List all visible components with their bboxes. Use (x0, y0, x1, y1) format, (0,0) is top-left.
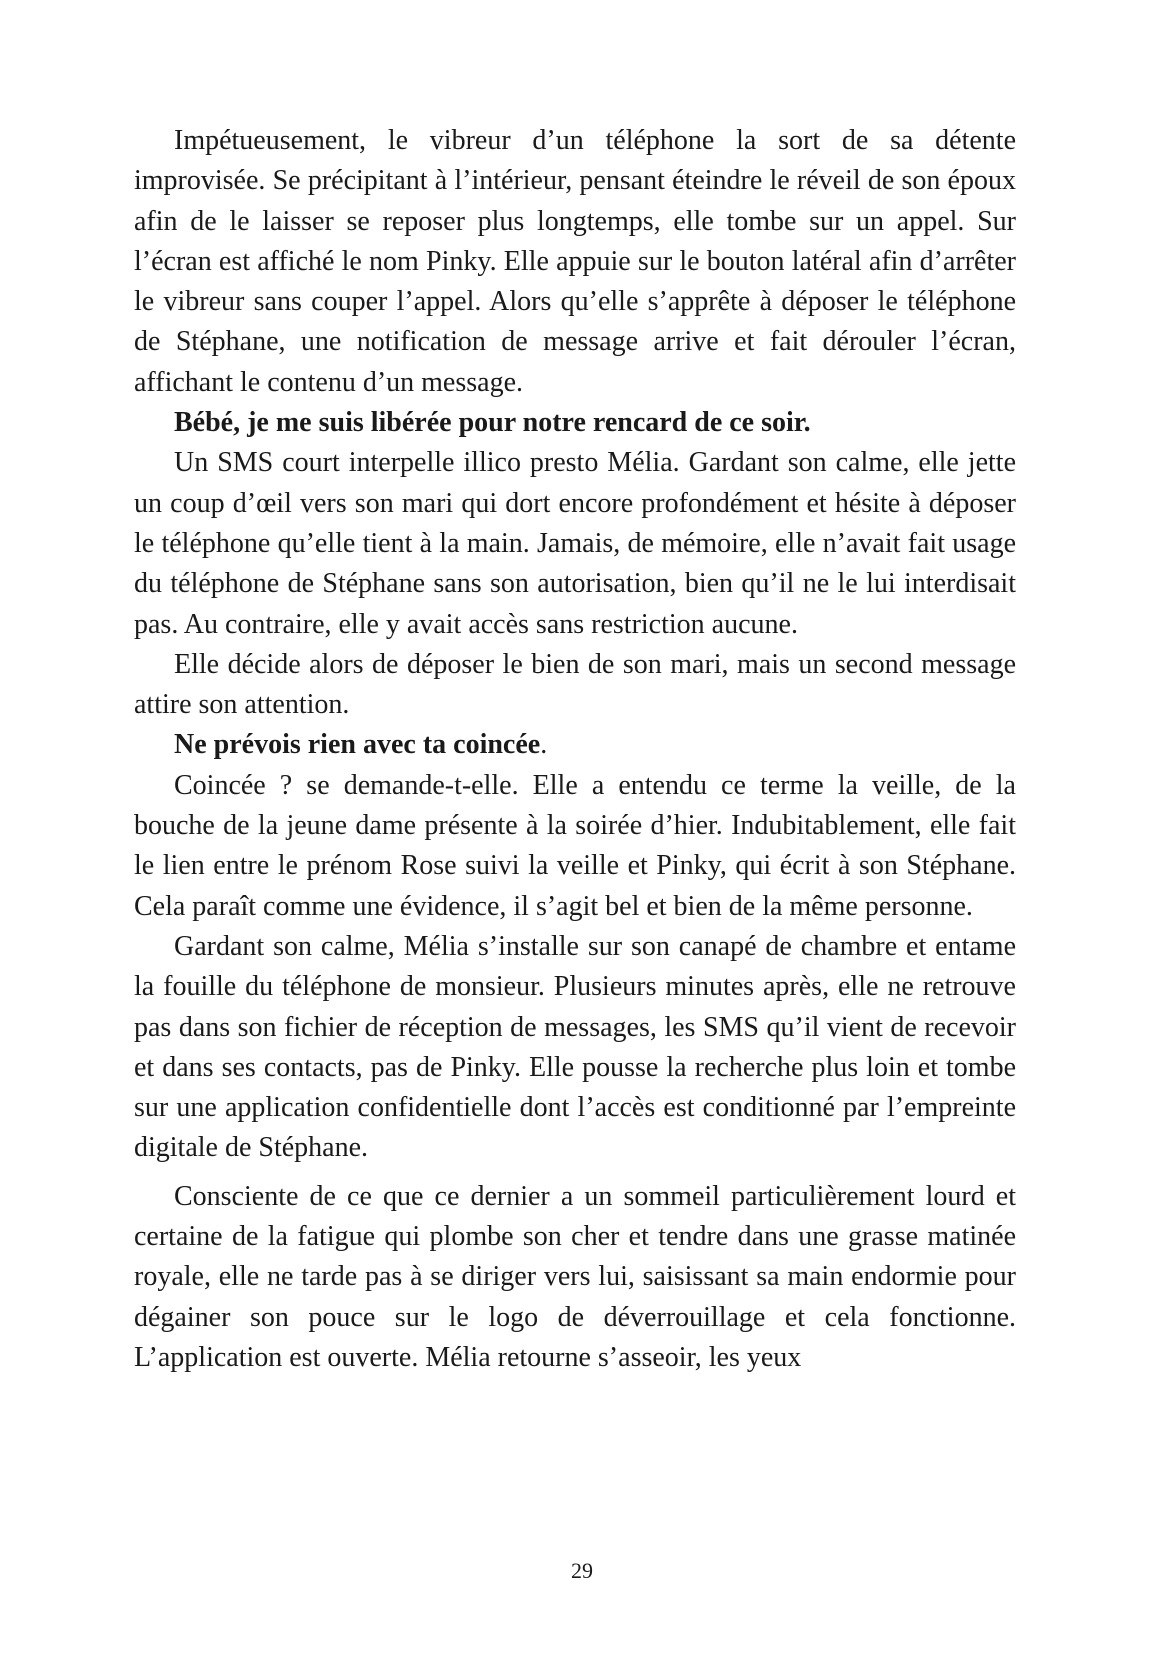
sms-message-1: Bébé, je me suis libérée pour notre rencard de ce soir. (174, 407, 811, 439)
paragraph-3: Elle décide alors de déposer le bien de son mari, mais un second message attire son attention. (134, 648, 1016, 721)
paragraph-1: Impétueusement, le vibreur d’un téléphone la sort de sa détente improvisée. Se précipitant à l’intérieur, pensant éteindre le réveil de son époux afin de le laisser se reposer plus longtemps, elle tombe sur un appel. Sur l’écran est affiché le nom Pinky. Elle appuie sur le bouton latéral afin d’arrêter le vibreur sans couper l’appel. Alors qu’elle s’apprête à déposer le téléphone de Stéphane, une notification de message arrive et fait dérouler l’écran, affichant le contenu d’un message. (134, 125, 1016, 398)
paragraph-6: Consciente de ce que ce dernier a un sommeil particulièrement lourd et certaine de la fatigue qui plombe son cher et tendre dans une grasse matinée royale, elle ne tarde pas à se diriger vers lui, saisissant sa main endormie pour dégainer son pouce sur le logo de déverrouillage et cela fonctionne. L’application est ouverte. Mélia retourne s’asseoir, les yeux (134, 1180, 1016, 1373)
paragraph-5: Gardant son calme, Mélia s’installe sur son canapé de chambre et entame la fouille du téléphone de monsieur. Plusieurs minutes après, elle ne retrouve pas dans son fichier de réception de messages, les SMS qu’il vient de recevoir et dans ses contacts, pas de Pinky. Elle pousse la recherche plus loin et tombe sur une application confidentielle dont l’accès est conditionné par l’empreinte digitale de Stéphane. (134, 930, 1016, 1164)
paragraph-2: Un SMS court interpelle illico presto Mélia. Gardant son calme, elle jette un coup d’œil vers son mari qui dort encore profondément et hésite à déposer le téléphone qu’elle tient à la main. Jamais, de mémoire, elle n’avait fait usage du téléphone de Stéphane sans son autorisation, bien qu’il ne le lui interdisait pas. Au contraire, elle y avait accès sans restriction aucune. (134, 447, 1016, 640)
sms-message-2 (134, 725, 1016, 765)
page-number: 29 (571, 1558, 593, 1583)
sms-message-2-period: . (540, 729, 548, 761)
paragraph-4: Coincée ? se demande-t-elle. Elle a entendu ce terme la veille, de la bouche de la jeune dame présente à la soirée d’hier. Indubitablement, elle fait le lien entre le prénom Rose suivi la veille et Pinky, qui écrit à son Stéphane. Cela paraît comme une évidence, il s’agit bel et bien de la même personne. (134, 769, 1016, 922)
page-body (134, 121, 1016, 1378)
sms-message-2-bold: Ne prévois rien avec ta coincée (174, 729, 541, 761)
